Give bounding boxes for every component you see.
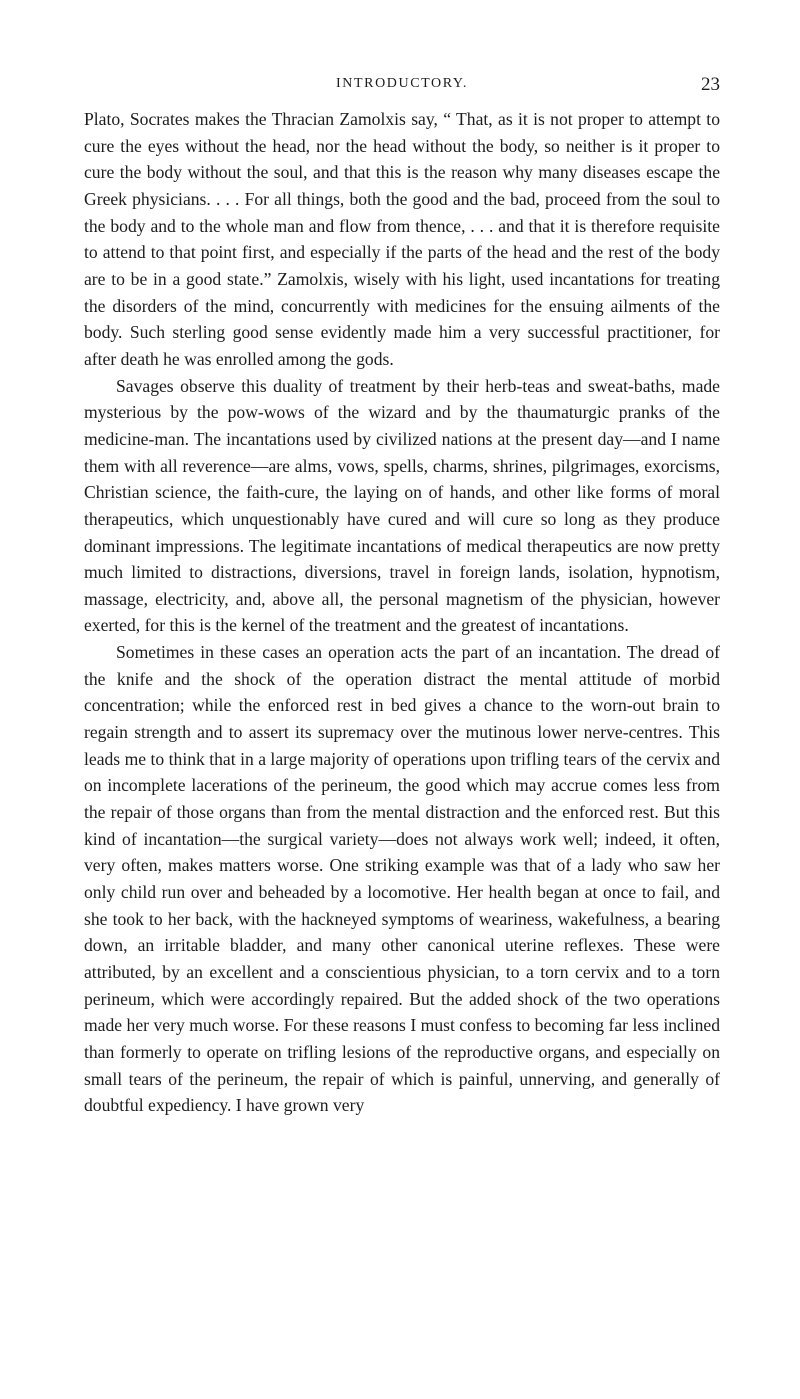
running-title: INTRODUCTORY.	[336, 76, 468, 91]
paragraph-operation: Sometimes in these cases an operation acts the part of an incantation. The dread of the knife and the shock of the operation distract the mental attitude of morbid concentration; while the enforced rest in bed gives a chance to the worn-out brain to regain strength and to assert its supremacy over the mutinous lower nerve-centres. This leads me to think that in a large majority of operations upon trifling tears of the cervix and on incomplete lacerations of the perineum, the good which may accrue comes less from the repair of those organs than from the mental distraction and the enforced rest. But this kind of incantation—the surgical variety—does not always work well; indeed, it often, very often, makes matters worse. One striking example was that of a lady who saw her only child run over and beheaded by a locomotive. Her health began at once to fail, and she took to her back, with the hackneyed symptoms of weariness, wakefulness, a bearing down, an irritable bladder, and many other canonical uterine reflexes. These were attributed, by an excellent and a conscientious physician, to a torn cervix and to a torn perineum, which were accordingly repaired. But the added shock of the two operations made her very much worse. For these reasons I must confess to becoming far less inclined than formerly to operate on trifling lesions of the reproductive organs, and especially on small tears of the perineum, the repair of which is painful, unnerving, and generally of doubtful expediency. I have grown very	[84, 642, 720, 1116]
page-number: 23	[701, 74, 720, 95]
paragraph-continuation: Plato, Socrates makes the Thracian Zamolxis say, “ That, as it is not proper to attempt to cure the eyes without the head, nor the head without the body, so neither is it proper to cure the body without the soul, and that this is the reason why many diseases escape the Greek physicians. . . . For all things, both the good and the bad, proceed from the soul to the body and to the whole man and flow from thence, . . . and that it is therefore requisite to attend to that point first, and especially if the parts of the head and the rest of the body are to be in a good state.” Zamolxis, wisely with his light, used incantations for treating the disorders of the mind, concurrently with medicines for the ensuing ailments of the body. Such sterling good sense evidently made him a very successful practitioner, for after death he was enrolled among the gods.	[84, 109, 720, 369]
book-page	[84, 74, 720, 1119]
paragraph-savages: Savages observe this duality of treatment by their herb-teas and sweat-baths, made mysterious by the pow-wows of the wizard and by the thaumaturgic pranks of the medicine-man. The incantations used by civilized nations at the present day—and I name them with all reverence—are alms, vows, spells, charms, shrines, pilgrimages, exorcisms, Christian science, the faith-cure, the laying on of hands, and other like forms of moral therapeutics, which unquestionably have cured and will cure so long as they produce dominant impressions. The legitimate incantations of medical therapeutics are now pretty much limited to distractions, diversions, travel in foreign lands, isolation, hypnotism, massage, electricity, and, above all, the personal magnetism of the physician, however exerted, for this is the kernel of the treatment and the greatest of incantations.	[84, 375, 720, 636]
running-head	[84, 74, 720, 98]
